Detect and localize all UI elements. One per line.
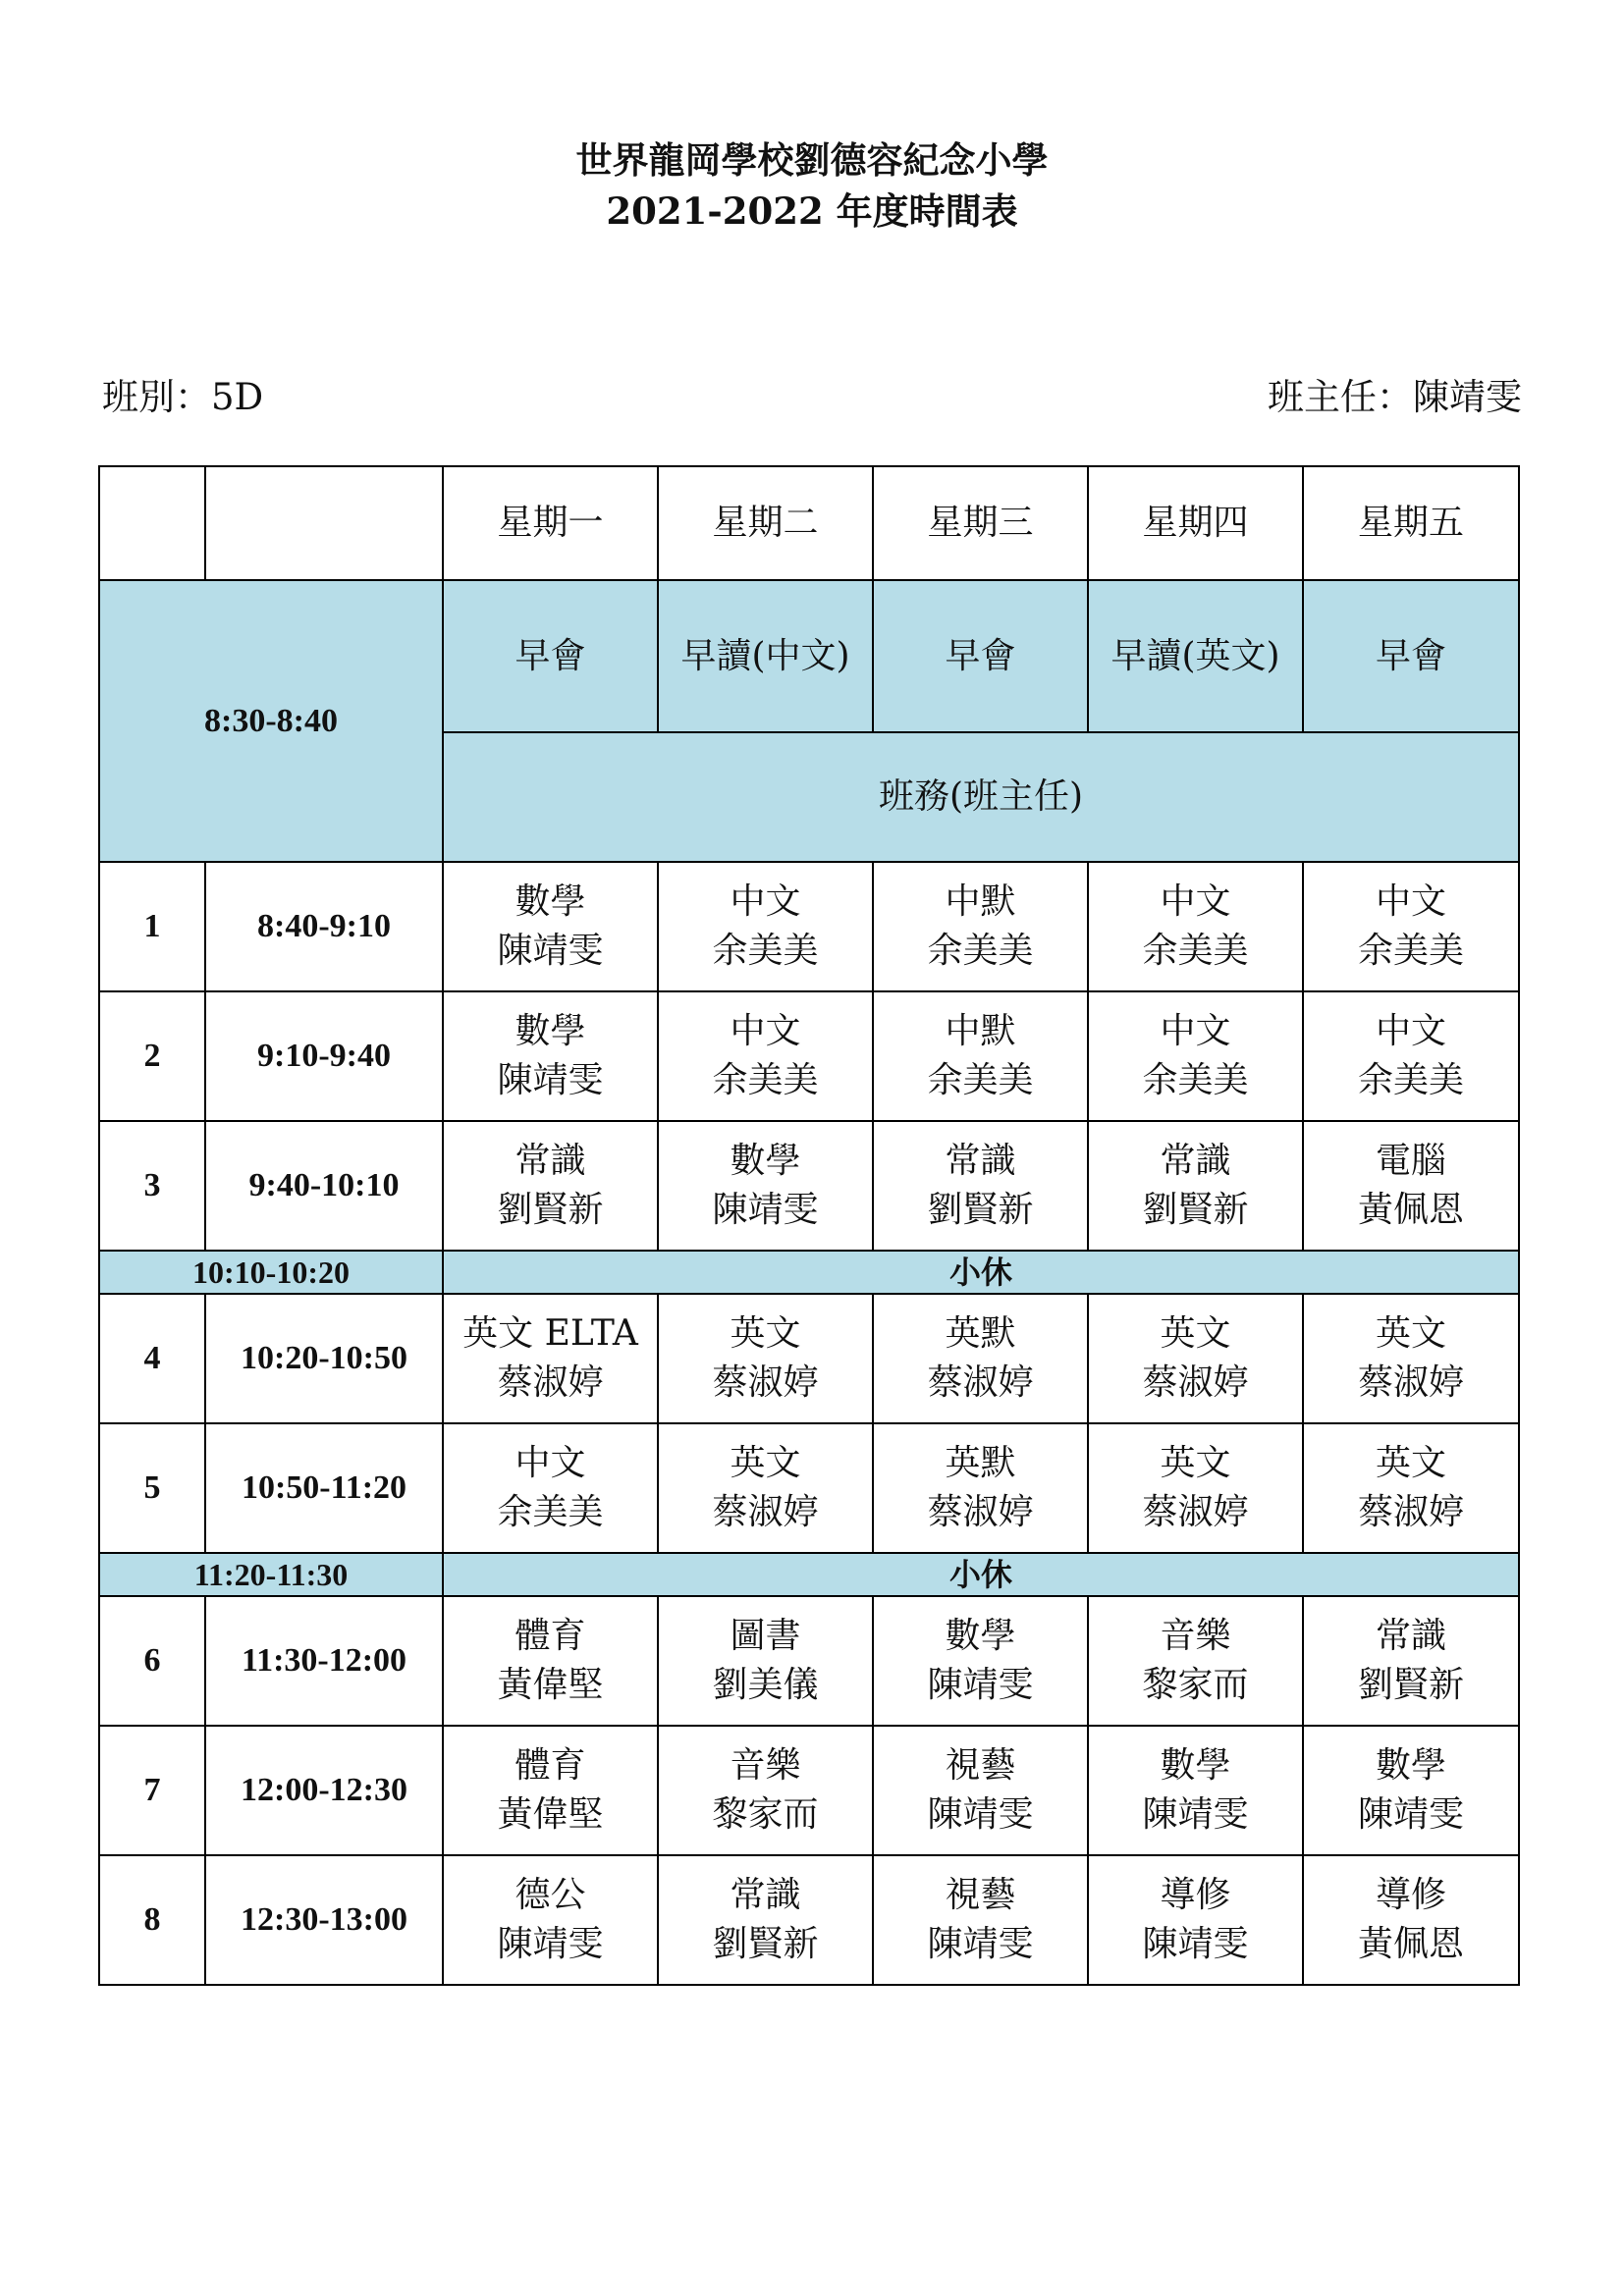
lesson-cell [443, 1294, 658, 1423]
timetable [98, 465, 1520, 1986]
lesson-cell [658, 1121, 873, 1251]
break-row [99, 1553, 1519, 1596]
lesson-cell [873, 1596, 1088, 1726]
subject: 常識 [945, 1141, 1016, 1181]
lesson-cell [1303, 1294, 1519, 1423]
teacher: 劉賢新 [1357, 1665, 1464, 1705]
period-number: 2 [99, 991, 205, 1121]
day-header-row [99, 466, 1519, 580]
lesson-cell [873, 1423, 1088, 1553]
teacher: 劉賢新 [712, 1924, 819, 1964]
day-header-mon: 星期一 [443, 466, 658, 580]
subject: 視藝 [945, 1745, 1016, 1786]
teacher: 余美美 [1142, 931, 1249, 971]
teacher: 蔡淑婷 [497, 1362, 604, 1403]
subject: 中文 [514, 1443, 586, 1483]
teacher: 劉美儀 [712, 1665, 819, 1705]
school-name: 世界龍岡學校劉德容紀念小學 [575, 138, 1049, 182]
lesson-cell [873, 1726, 1088, 1855]
teacher: 陳靖雯 [1357, 1794, 1464, 1835]
morning-time: 8:30-8:40 [99, 580, 443, 862]
period-number: 3 [99, 1121, 205, 1251]
subject: 中文 [730, 881, 801, 922]
teacher: 余美美 [1357, 1060, 1464, 1100]
lesson-cell [1088, 1294, 1303, 1423]
empty-header-cell [99, 466, 205, 580]
period-time: 9:40-10:10 [205, 1121, 443, 1251]
subject: 中文 [1160, 881, 1231, 922]
teacher: 余美美 [712, 931, 819, 971]
class-label: 班別：5D [102, 376, 264, 418]
subject: 中默 [945, 881, 1016, 922]
subject: 數學 [730, 1141, 801, 1181]
class-affairs: 班務(班主任) [443, 732, 1519, 862]
teacher: 黎家而 [1142, 1665, 1249, 1705]
subject: 數學 [514, 881, 586, 922]
teacher: 蔡淑婷 [927, 1362, 1034, 1403]
subject: 英默 [945, 1313, 1016, 1354]
period-time: 10:20-10:50 [205, 1294, 443, 1423]
subject: 導修 [1160, 1875, 1231, 1915]
lesson-cell [1303, 862, 1519, 991]
lesson-cell [658, 1294, 873, 1423]
lesson-cell [1088, 1855, 1303, 1985]
lesson-cell [1088, 1726, 1303, 1855]
timetable-title: 2021-2022 年度時間表 [606, 189, 1018, 233]
teacher: 陳靖雯 [1142, 1924, 1249, 1964]
morning-row [99, 580, 1519, 732]
lesson-cell [1303, 1423, 1519, 1553]
morning-activity-thu: 早讀(英文) [1088, 580, 1303, 732]
teacher: 陳靖雯 [497, 1060, 604, 1100]
morning-activity-fri: 早會 [1303, 580, 1519, 732]
subject: 音樂 [730, 1745, 801, 1786]
subject: 英文 [1160, 1313, 1231, 1354]
period-row [99, 1423, 1519, 1553]
subject: 英文 ELTA [462, 1313, 638, 1354]
day-header-tue: 星期二 [658, 466, 873, 580]
break-label: 小休 [443, 1553, 1519, 1596]
lesson-cell [443, 1423, 658, 1553]
teacher: 劉賢新 [497, 1190, 604, 1230]
teacher: 黃偉堅 [497, 1665, 604, 1705]
period-rows [99, 862, 1519, 1985]
subject: 英文 [1160, 1443, 1231, 1483]
period-row [99, 862, 1519, 991]
subject: 常識 [1375, 1616, 1446, 1656]
day-header-thu: 星期四 [1088, 466, 1303, 580]
class-teacher-label: 班主任：陳靖雯 [1268, 376, 1522, 418]
lesson-cell [443, 862, 658, 991]
lesson-cell [1303, 1121, 1519, 1251]
morning-activity-mon: 早會 [443, 580, 658, 732]
period-number: 5 [99, 1423, 205, 1553]
subject: 數學 [1160, 1745, 1231, 1786]
period-time: 9:10-9:40 [205, 991, 443, 1121]
lesson-cell [873, 991, 1088, 1121]
lesson-cell [1088, 1423, 1303, 1553]
teacher: 蔡淑婷 [927, 1492, 1034, 1532]
subject: 英文 [1375, 1313, 1446, 1354]
subject: 常識 [514, 1141, 586, 1181]
teacher: 余美美 [1357, 931, 1464, 971]
period-row [99, 1294, 1519, 1423]
period-time: 12:30-13:00 [205, 1855, 443, 1985]
subject: 數學 [514, 1011, 586, 1051]
teacher: 蔡淑婷 [712, 1362, 819, 1403]
lesson-cell [658, 862, 873, 991]
subject: 中文 [1375, 1011, 1446, 1051]
subject: 常識 [730, 1875, 801, 1915]
subject: 視藝 [945, 1875, 1016, 1915]
teacher: 黃佩恩 [1357, 1924, 1464, 1964]
period-row [99, 1726, 1519, 1855]
lesson-cell [1303, 1726, 1519, 1855]
teacher: 劉賢新 [1142, 1190, 1249, 1230]
lesson-cell [443, 991, 658, 1121]
subject: 體育 [514, 1745, 586, 1786]
subject: 體育 [514, 1616, 586, 1656]
subject: 英文 [730, 1443, 801, 1483]
lesson-cell [658, 991, 873, 1121]
subject: 數學 [1375, 1745, 1446, 1786]
morning-activity-wed: 早會 [873, 580, 1088, 732]
subject: 中默 [945, 1011, 1016, 1051]
break-label: 小休 [443, 1251, 1519, 1294]
teacher: 蔡淑婷 [1142, 1492, 1249, 1532]
subject: 德公 [514, 1875, 586, 1915]
period-number: 7 [99, 1726, 205, 1855]
teacher: 黃偉堅 [497, 1794, 604, 1835]
subject: 中文 [1375, 881, 1446, 922]
subject: 導修 [1375, 1875, 1446, 1915]
teacher: 余美美 [1142, 1060, 1249, 1100]
period-time: 10:50-11:20 [205, 1423, 443, 1553]
teacher: 蔡淑婷 [712, 1492, 819, 1532]
subject: 中文 [730, 1011, 801, 1051]
teacher: 蔡淑婷 [1357, 1362, 1464, 1403]
teacher: 余美美 [712, 1060, 819, 1100]
lesson-cell [658, 1596, 873, 1726]
teacher: 余美美 [927, 931, 1034, 971]
lesson-cell [658, 1423, 873, 1553]
subject: 英文 [730, 1313, 801, 1354]
lesson-cell [443, 1121, 658, 1251]
break-time: 10:10-10:20 [99, 1251, 443, 1294]
teacher: 陳靖雯 [927, 1924, 1034, 1964]
morning-activity-tue: 早讀(中文) [658, 580, 873, 732]
teacher: 陳靖雯 [1142, 1794, 1249, 1835]
period-time: 11:30-12:00 [205, 1596, 443, 1726]
period-row [99, 1121, 1519, 1251]
period-number: 8 [99, 1855, 205, 1985]
lesson-cell [1303, 1596, 1519, 1726]
lesson-cell [1088, 862, 1303, 991]
subject: 常識 [1160, 1141, 1231, 1181]
lesson-cell [658, 1855, 873, 1985]
period-row [99, 1855, 1519, 1985]
break-time: 11:20-11:30 [99, 1553, 443, 1596]
teacher: 陳靖雯 [497, 1924, 604, 1964]
lesson-cell [1303, 991, 1519, 1121]
period-number: 6 [99, 1596, 205, 1726]
period-row [99, 1596, 1519, 1726]
teacher: 陳靖雯 [927, 1665, 1034, 1705]
period-row [99, 991, 1519, 1121]
teacher: 黃佩恩 [1357, 1190, 1464, 1230]
lesson-cell [1303, 1855, 1519, 1985]
period-number: 4 [99, 1294, 205, 1423]
teacher: 陳靖雯 [497, 931, 604, 971]
period-number: 1 [99, 862, 205, 991]
lesson-cell [443, 1855, 658, 1985]
lesson-cell [1088, 991, 1303, 1121]
lesson-cell [873, 1121, 1088, 1251]
lesson-cell [873, 1855, 1088, 1985]
subject: 英默 [945, 1443, 1016, 1483]
period-time: 8:40-9:10 [205, 862, 443, 991]
teacher: 黎家而 [712, 1794, 819, 1835]
lesson-cell [658, 1726, 873, 1855]
empty-header-cell [205, 466, 443, 580]
period-time: 12:00-12:30 [205, 1726, 443, 1855]
lesson-cell [1088, 1121, 1303, 1251]
teacher: 陳靖雯 [712, 1190, 819, 1230]
lesson-cell [873, 1294, 1088, 1423]
subject: 數學 [945, 1616, 1016, 1656]
lesson-cell [443, 1726, 658, 1855]
day-header-fri: 星期五 [1303, 466, 1519, 580]
teacher: 蔡淑婷 [1357, 1492, 1464, 1532]
lesson-cell [1088, 1596, 1303, 1726]
day-header-wed: 星期三 [873, 466, 1088, 580]
subject: 電腦 [1375, 1141, 1446, 1181]
break-row [99, 1251, 1519, 1294]
subject: 音樂 [1160, 1616, 1231, 1656]
teacher: 余美美 [927, 1060, 1034, 1100]
lesson-cell [443, 1596, 658, 1726]
lesson-cell [873, 862, 1088, 991]
subject: 圖書 [730, 1616, 801, 1656]
teacher: 蔡淑婷 [1142, 1362, 1249, 1403]
teacher: 余美美 [497, 1492, 604, 1532]
teacher: 劉賢新 [927, 1190, 1034, 1230]
subject: 英文 [1375, 1443, 1446, 1483]
subject: 中文 [1160, 1011, 1231, 1051]
teacher: 陳靖雯 [927, 1794, 1034, 1835]
